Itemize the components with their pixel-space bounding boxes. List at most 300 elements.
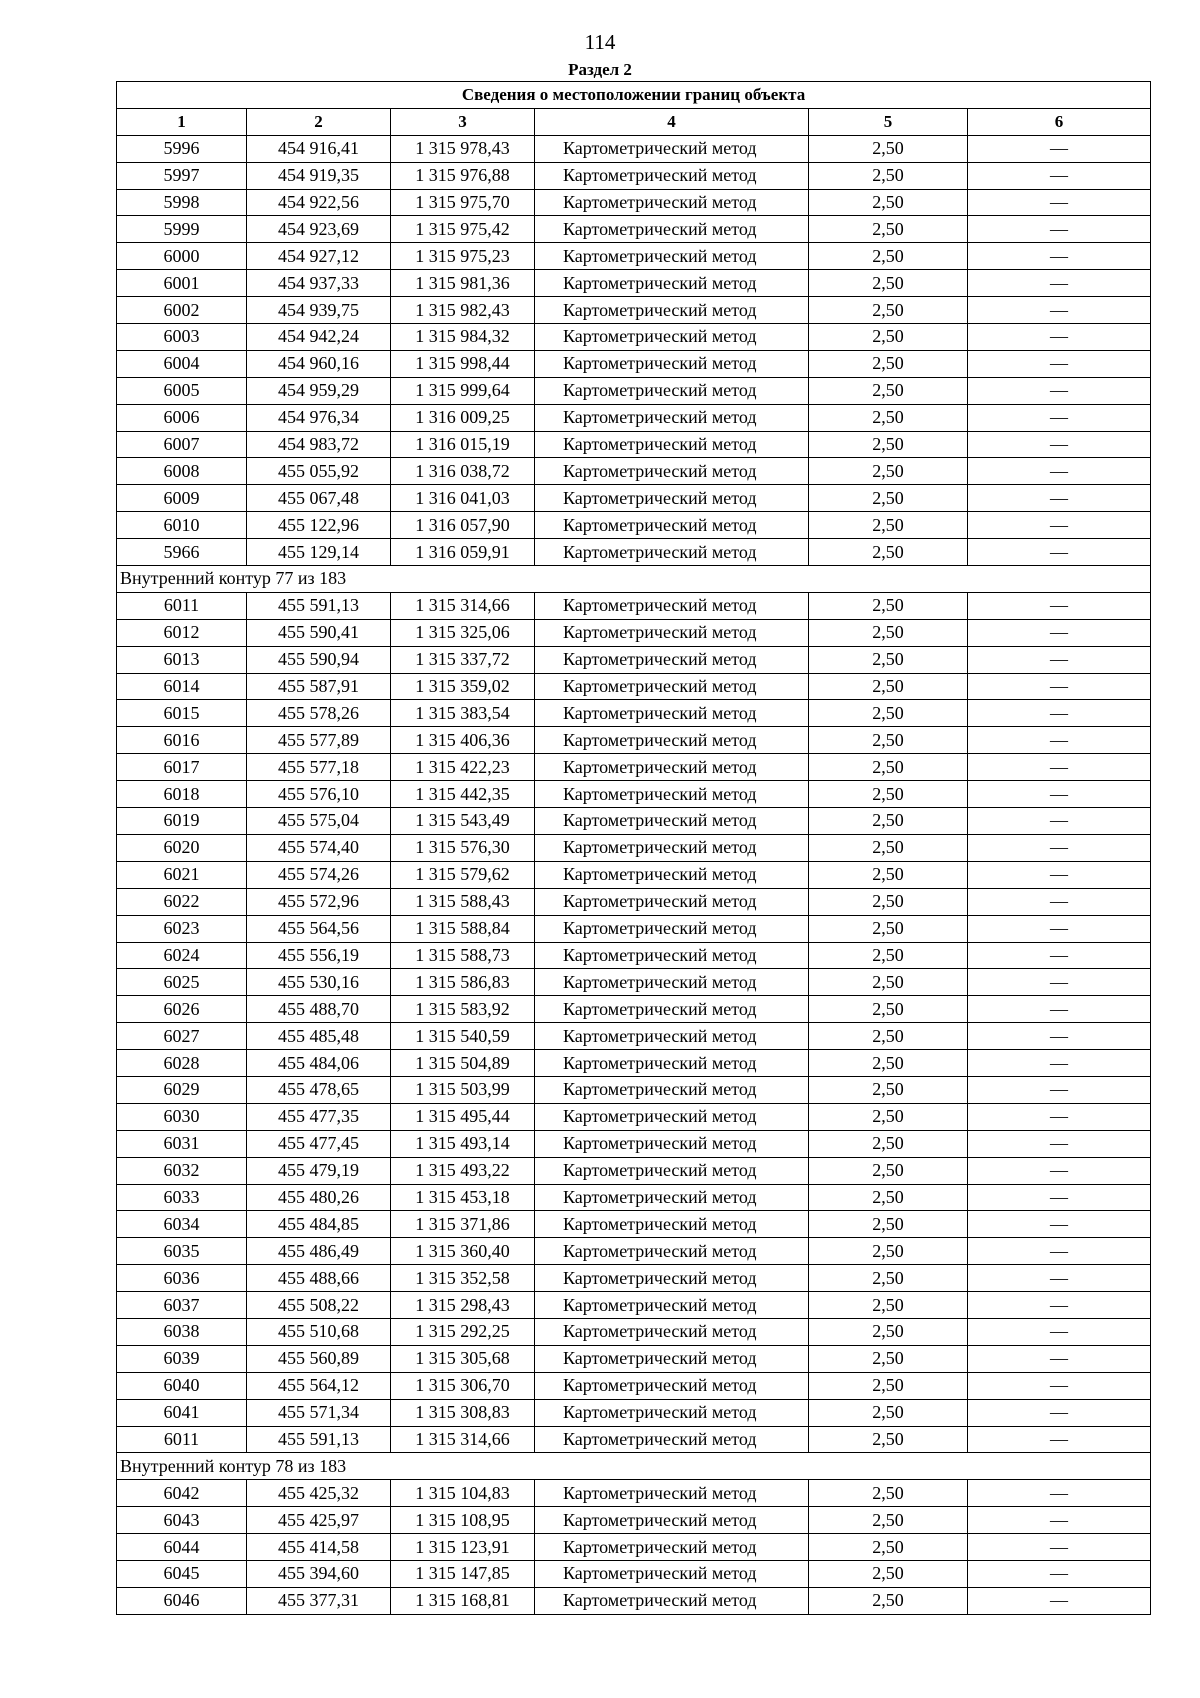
determination-method: Картометрический метод [535,1238,809,1265]
coordinate-y: 1 315 298,43 [391,1292,535,1319]
page-number: 114 [584,30,616,54]
coordinate-y: 1 315 975,70 [391,189,535,216]
accuracy: 2,50 [809,942,968,969]
point-number: 6037 [117,1292,247,1319]
description: — [968,592,1151,619]
table-row [117,1130,1151,1157]
coordinate-x: 455 590,41 [247,619,391,646]
accuracy: 2,50 [809,1211,968,1238]
point-number: 6026 [117,996,247,1023]
determination-method: Картометрический метод [535,673,809,700]
point-number: 6008 [117,458,247,485]
description: — [968,189,1151,216]
description: — [968,1372,1151,1399]
description: — [968,431,1151,458]
determination-method: Картометрический метод [535,512,809,539]
description: — [968,942,1151,969]
description: — [968,727,1151,754]
determination-method: Картометрический метод [535,189,809,216]
point-number: 6002 [117,297,247,324]
point-number: 6038 [117,1318,247,1345]
table-row [117,377,1151,404]
coordinate-x: 455 587,91 [247,673,391,700]
table-row [117,1534,1151,1561]
coordinate-y: 1 316 057,90 [391,512,535,539]
table-row [117,646,1151,673]
determination-method: Картометрический метод [535,350,809,377]
coordinate-y: 1 315 981,36 [391,270,535,297]
contour-label: Внутренний контур 77 из 183 [117,566,1151,593]
accuracy: 2,50 [809,1372,968,1399]
determination-method: Картометрический метод [535,915,809,942]
table-row [117,1157,1151,1184]
description: — [968,1345,1151,1372]
determination-method: Картометрический метод [535,162,809,189]
coordinate-x: 455 129,14 [247,539,391,566]
coordinate-y: 1 315 147,85 [391,1560,535,1587]
description: — [968,216,1151,243]
coordinate-x: 455 575,04 [247,808,391,835]
coordinate-y: 1 316 041,03 [391,485,535,512]
determination-method: Картометрический метод [535,1480,809,1507]
coordinate-x: 454 976,34 [247,404,391,431]
description: — [968,1076,1151,1103]
point-number: 5997 [117,162,247,189]
description: — [968,861,1151,888]
table-row [117,727,1151,754]
point-number: 6014 [117,673,247,700]
coordinate-y: 1 316 009,25 [391,404,535,431]
accuracy: 2,50 [809,1534,968,1561]
coordinate-y: 1 315 588,84 [391,915,535,942]
coordinate-x: 454 942,24 [247,324,391,351]
determination-method: Картометрический метод [535,861,809,888]
coordinate-y: 1 315 406,36 [391,727,535,754]
description: — [968,297,1151,324]
table-row [117,888,1151,915]
coordinate-x: 455 484,85 [247,1211,391,1238]
coordinate-x: 455 486,49 [247,1238,391,1265]
coordinate-y: 1 315 168,81 [391,1587,535,1614]
coordinate-y: 1 315 360,40 [391,1238,535,1265]
accuracy: 2,50 [809,1507,968,1534]
description: — [968,1560,1151,1587]
description: — [968,135,1151,162]
coordinate-y: 1 315 583,92 [391,996,535,1023]
accuracy: 2,50 [809,1076,968,1103]
accuracy: 2,50 [809,1103,968,1130]
coordinate-y: 1 315 308,83 [391,1399,535,1426]
coordinate-y: 1 315 975,42 [391,216,535,243]
coordinate-y: 1 315 123,91 [391,1534,535,1561]
table-body [117,135,1151,1614]
determination-method: Картометрический метод [535,485,809,512]
point-number: 6016 [117,727,247,754]
determination-method: Картометрический метод [535,216,809,243]
point-number: 6045 [117,1560,247,1587]
accuracy: 2,50 [809,324,968,351]
coordinate-x: 455 425,97 [247,1507,391,1534]
coordinate-x: 455 510,68 [247,1318,391,1345]
determination-method: Картометрический метод [535,996,809,1023]
accuracy: 2,50 [809,1480,968,1507]
table-row [117,781,1151,808]
column-number: 4 [535,108,809,135]
column-number: 3 [391,108,535,135]
point-number: 6000 [117,243,247,270]
point-number: 6003 [117,324,247,351]
coordinate-x: 455 591,13 [247,1426,391,1453]
table-row [117,1587,1151,1614]
description: — [968,1399,1151,1426]
accuracy: 2,50 [809,727,968,754]
table-row [117,700,1151,727]
coordinate-x: 455 590,94 [247,646,391,673]
table-row [117,942,1151,969]
determination-method: Картометрический метод [535,297,809,324]
table-row [117,539,1151,566]
coordinate-x: 455 591,13 [247,592,391,619]
determination-method: Картометрический метод [535,646,809,673]
determination-method: Картометрический метод [535,1265,809,1292]
determination-method: Картометрический метод [535,754,809,781]
coordinate-x: 454 937,33 [247,270,391,297]
description: — [968,1318,1151,1345]
point-number: 6007 [117,431,247,458]
coordinate-y: 1 315 576,30 [391,834,535,861]
accuracy: 2,50 [809,270,968,297]
coordinate-x: 455 484,06 [247,1050,391,1077]
coordinate-y: 1 315 998,44 [391,350,535,377]
accuracy: 2,50 [809,377,968,404]
table-row [117,1345,1151,1372]
determination-method: Картометрический метод [535,1426,809,1453]
coordinate-x: 455 122,96 [247,512,391,539]
coordinate-x: 454 919,35 [247,162,391,189]
description: — [968,673,1151,700]
description: — [968,646,1151,673]
point-number: 6044 [117,1534,247,1561]
determination-method: Картометрический метод [535,1345,809,1372]
accuracy: 2,50 [809,485,968,512]
table-row [117,1318,1151,1345]
description: — [968,996,1151,1023]
determination-method: Картометрический метод [535,1103,809,1130]
point-number: 5998 [117,189,247,216]
accuracy: 2,50 [809,1560,968,1587]
determination-method: Картометрический метод [535,1211,809,1238]
table-row [117,1076,1151,1103]
point-number: 6030 [117,1103,247,1130]
table-row [117,297,1151,324]
coordinate-x: 455 530,16 [247,969,391,996]
point-number: 6042 [117,1480,247,1507]
coordinate-y: 1 315 108,95 [391,1507,535,1534]
determination-method: Картометрический метод [535,727,809,754]
coordinate-y: 1 315 305,68 [391,1345,535,1372]
column-number-row [117,108,1151,135]
column-number: 6 [968,108,1151,135]
description: — [968,808,1151,835]
coordinate-y: 1 315 586,83 [391,969,535,996]
table-row [117,808,1151,835]
determination-method: Картометрический метод [535,135,809,162]
coordinate-x: 455 055,92 [247,458,391,485]
determination-method: Картометрический метод [535,781,809,808]
coordinate-x: 454 923,69 [247,216,391,243]
accuracy: 2,50 [809,700,968,727]
description: — [968,270,1151,297]
description: — [968,1157,1151,1184]
column-number: 5 [809,108,968,135]
accuracy: 2,50 [809,243,968,270]
table-row [117,404,1151,431]
accuracy: 2,50 [809,404,968,431]
table-row [117,270,1151,297]
contour-header-row [117,566,1151,593]
coordinate-y: 1 315 306,70 [391,1372,535,1399]
coordinate-y: 1 315 588,43 [391,888,535,915]
table-row [117,324,1151,351]
point-number: 6006 [117,404,247,431]
point-number: 5966 [117,539,247,566]
accuracy: 2,50 [809,1184,968,1211]
description: — [968,834,1151,861]
point-number: 6004 [117,350,247,377]
determination-method: Картометрический метод [535,888,809,915]
description: — [968,781,1151,808]
table-row [117,1480,1151,1507]
coordinate-x: 454 983,72 [247,431,391,458]
description: — [968,969,1151,996]
point-number: 6046 [117,1587,247,1614]
table-row [117,1560,1151,1587]
point-number: 6023 [117,915,247,942]
point-number: 6022 [117,888,247,915]
determination-method: Картометрический метод [535,404,809,431]
accuracy: 2,50 [809,189,968,216]
point-number: 6033 [117,1184,247,1211]
accuracy: 2,50 [809,996,968,1023]
accuracy: 2,50 [809,1587,968,1614]
coordinate-x: 455 067,48 [247,485,391,512]
accuracy: 2,50 [809,781,968,808]
accuracy: 2,50 [809,888,968,915]
table-row [117,216,1151,243]
table-row [117,135,1151,162]
description: — [968,1184,1151,1211]
description: — [968,888,1151,915]
table-row [117,512,1151,539]
contour-label: Внутренний контур 78 из 183 [117,1453,1151,1480]
description: — [968,915,1151,942]
coordinate-x: 455 576,10 [247,781,391,808]
determination-method: Картометрический метод [535,243,809,270]
description: — [968,162,1151,189]
description: — [968,1103,1151,1130]
coordinate-x: 455 485,48 [247,1023,391,1050]
accuracy: 2,50 [809,1318,968,1345]
description: — [968,1050,1151,1077]
coordinate-x: 455 577,89 [247,727,391,754]
table-row [117,458,1151,485]
determination-method: Картометрический метод [535,1534,809,1561]
point-number: 6031 [117,1130,247,1157]
description: — [968,324,1151,351]
coordinate-x: 455 425,32 [247,1480,391,1507]
point-number: 6021 [117,861,247,888]
coordinate-y: 1 315 579,62 [391,861,535,888]
table-row [117,996,1151,1023]
table-row [117,189,1151,216]
description: — [968,485,1151,512]
description: — [968,1292,1151,1319]
accuracy: 2,50 [809,1399,968,1426]
determination-method: Картометрический метод [535,1050,809,1077]
point-number: 6012 [117,619,247,646]
table-row [117,1265,1151,1292]
coordinate-y: 1 315 978,43 [391,135,535,162]
accuracy: 2,50 [809,1130,968,1157]
coordinate-x: 455 578,26 [247,700,391,727]
table-row [117,350,1151,377]
coordinate-y: 1 315 314,66 [391,1426,535,1453]
point-number: 6036 [117,1265,247,1292]
coordinate-y: 1 315 982,43 [391,297,535,324]
determination-method: Картометрический метод [535,592,809,619]
point-number: 6029 [117,1076,247,1103]
description: — [968,243,1151,270]
coordinate-x: 454 927,12 [247,243,391,270]
accuracy: 2,50 [809,619,968,646]
coordinate-y: 1 316 015,19 [391,431,535,458]
table-row [117,1184,1151,1211]
coordinate-x: 455 394,60 [247,1560,391,1587]
determination-method: Картометрический метод [535,700,809,727]
determination-method: Картометрический метод [535,539,809,566]
point-number: 6039 [117,1345,247,1372]
point-number: 6024 [117,942,247,969]
accuracy: 2,50 [809,1426,968,1453]
coordinate-x: 455 477,45 [247,1130,391,1157]
coordinate-x: 455 577,18 [247,754,391,781]
table-row [117,243,1151,270]
determination-method: Картометрический метод [535,1023,809,1050]
coordinate-y: 1 316 059,91 [391,539,535,566]
accuracy: 2,50 [809,861,968,888]
determination-method: Картометрический метод [535,619,809,646]
description: — [968,1480,1151,1507]
coordinate-y: 1 315 504,89 [391,1050,535,1077]
accuracy: 2,50 [809,915,968,942]
table-row [117,834,1151,861]
description: — [968,350,1151,377]
column-number: 2 [247,108,391,135]
point-number: 6011 [117,592,247,619]
point-number: 6017 [117,754,247,781]
description: — [968,754,1151,781]
point-number: 6041 [117,1399,247,1426]
determination-method: Картометрический метод [535,431,809,458]
accuracy: 2,50 [809,1238,968,1265]
coordinate-x: 454 916,41 [247,135,391,162]
table-row [117,673,1151,700]
table-row [117,754,1151,781]
table-title-row [117,82,1151,109]
determination-method: Картометрический метод [535,377,809,404]
point-number: 6015 [117,700,247,727]
accuracy: 2,50 [809,539,968,566]
table-row [117,1211,1151,1238]
table-row [117,162,1151,189]
accuracy: 2,50 [809,673,968,700]
accuracy: 2,50 [809,969,968,996]
determination-method: Картометрический метод [535,1184,809,1211]
coordinate-x: 454 960,16 [247,350,391,377]
boundary-coordinates-table [116,81,1151,1615]
coordinate-y: 1 315 104,83 [391,1480,535,1507]
point-number: 6001 [117,270,247,297]
accuracy: 2,50 [809,1265,968,1292]
coordinate-x: 455 479,19 [247,1157,391,1184]
table-row [117,485,1151,512]
coordinate-y: 1 315 975,23 [391,243,535,270]
coordinate-x: 455 572,96 [247,888,391,915]
determination-method: Картометрический метод [535,1560,809,1587]
point-number: 6025 [117,969,247,996]
determination-method: Картометрический метод [535,1130,809,1157]
determination-method: Картометрический метод [535,1507,809,1534]
accuracy: 2,50 [809,1157,968,1184]
coordinate-x: 455 488,70 [247,996,391,1023]
accuracy: 2,50 [809,646,968,673]
coordinate-y: 1 315 543,49 [391,808,535,835]
point-number: 6040 [117,1372,247,1399]
table-row [117,1023,1151,1050]
coordinate-y: 1 315 493,14 [391,1130,535,1157]
point-number: 5996 [117,135,247,162]
contour-header-row [117,1453,1151,1480]
coordinate-x: 454 959,29 [247,377,391,404]
point-number: 6027 [117,1023,247,1050]
coordinate-y: 1 315 540,59 [391,1023,535,1050]
accuracy: 2,50 [809,512,968,539]
coordinate-y: 1 315 493,22 [391,1157,535,1184]
determination-method: Картометрический метод [535,1076,809,1103]
section-title: Раздел 2 [568,60,632,79]
point-number: 6035 [117,1238,247,1265]
coordinate-y: 1 315 422,23 [391,754,535,781]
determination-method: Картометрический метод [535,458,809,485]
coordinate-x: 454 922,56 [247,189,391,216]
column-number: 1 [117,108,247,135]
coordinate-y: 1 315 503,99 [391,1076,535,1103]
coordinate-y: 1 315 371,86 [391,1211,535,1238]
coordinate-y: 1 315 999,64 [391,377,535,404]
table-row [117,915,1151,942]
table-row [117,969,1151,996]
coordinate-x: 455 556,19 [247,942,391,969]
coordinate-y: 1 315 359,02 [391,673,535,700]
coordinate-y: 1 315 453,18 [391,1184,535,1211]
determination-method: Картометрический метод [535,834,809,861]
accuracy: 2,50 [809,216,968,243]
coordinate-y: 1 315 325,06 [391,619,535,646]
coordinate-y: 1 315 442,35 [391,781,535,808]
coordinate-y: 1 315 314,66 [391,592,535,619]
table-row [117,1507,1151,1534]
point-number: 6013 [117,646,247,673]
